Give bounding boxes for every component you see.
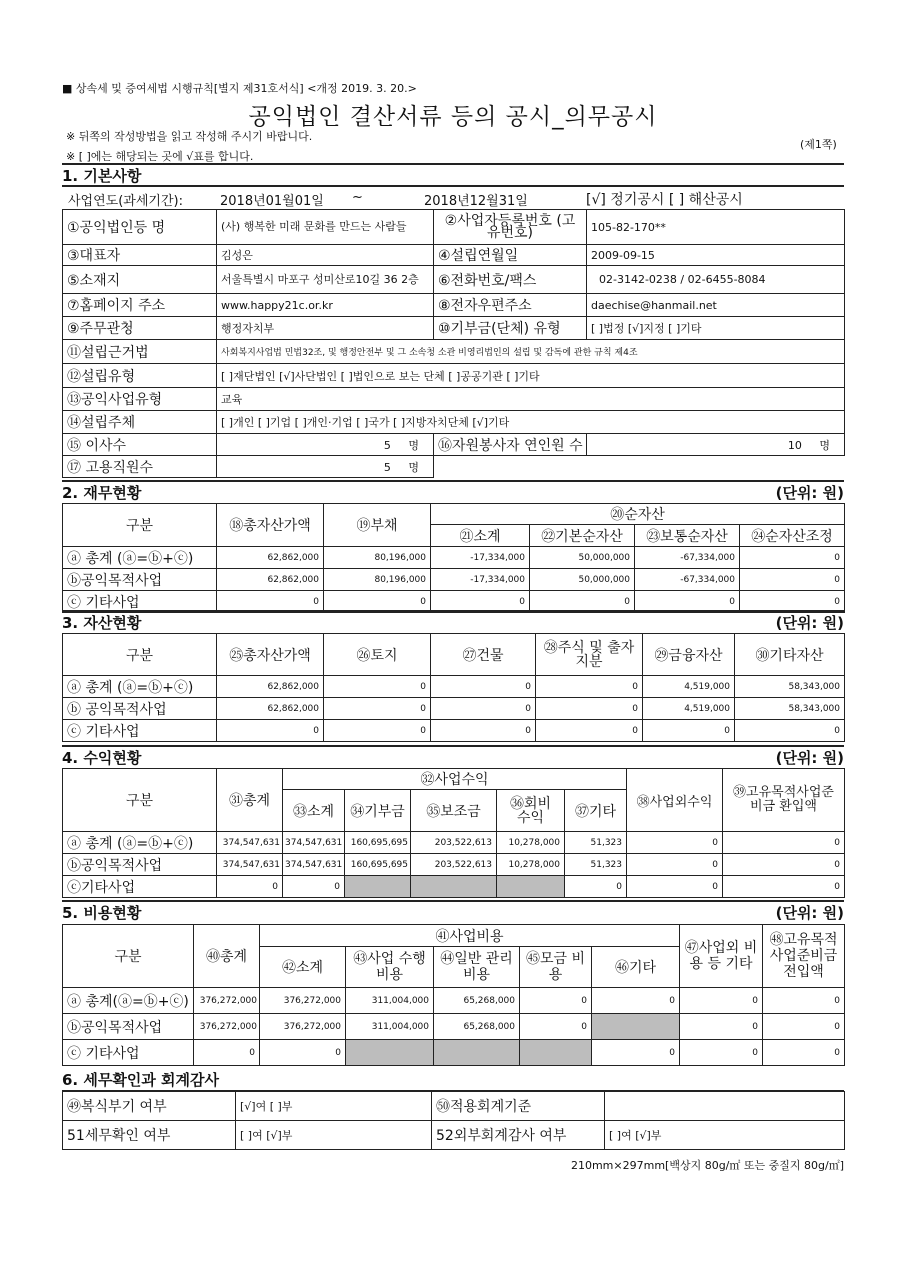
section-4-unit: (단위: 원) (775, 749, 844, 767)
expense-table (62, 924, 845, 1066)
sec2-h-adjust: ㉔순자산조정 (740, 525, 845, 547)
tax-check-checkbox[interactable]: [ ]여 [√]부 (236, 1121, 432, 1150)
sec5-h-other: ㊻기타 (592, 947, 680, 988)
volunteers-unit: 명 (819, 438, 830, 452)
row-label: ⓐ 총계 (ⓐ=ⓑ+ⓒ) (63, 676, 217, 698)
cell: 160,695,695 (345, 854, 411, 876)
shaded-cell (434, 1040, 520, 1066)
row-label: ⓐ 총계 (ⓐ=ⓑ+ⓒ) (63, 547, 217, 569)
cell: 4,519,000 (643, 676, 735, 698)
estdate-value: 2009-09-15 (587, 245, 845, 266)
external-audit-label: 52외부회계감사 여부 (432, 1121, 605, 1150)
sec4-h-other: ㊲기타 (565, 790, 627, 832)
cell: 0 (643, 720, 735, 742)
sec2-h-liabilities: ⑲부채 (324, 504, 431, 547)
cell: 376,272,000 (194, 1014, 260, 1040)
cell: 0 (723, 876, 845, 898)
cell: 50,000,000 (530, 547, 635, 569)
directors-value: 5 (383, 438, 391, 452)
cell: 0 (520, 1014, 592, 1040)
cell: 0 (324, 720, 431, 742)
sec2-h-net-assets: ⑳순자산 (431, 504, 845, 525)
table-row (63, 876, 845, 898)
donation-type-checkbox[interactable]: [ ]법정 [√]지정 [ ]기타 (587, 317, 845, 340)
cell: 0 (680, 988, 763, 1014)
ministry-value: 행정자치부 (217, 317, 434, 340)
cell: 0 (431, 698, 536, 720)
cell: 311,004,000 (346, 988, 434, 1014)
revenue-table (62, 768, 845, 898)
table-row (63, 676, 845, 698)
cell: 0 (260, 1040, 346, 1066)
table-row (63, 698, 845, 720)
directors-label: ⑮ 이사수 (63, 434, 217, 456)
sec3-h-gubun: 구분 (63, 634, 217, 676)
est-type-checkbox[interactable]: [ ]재단법인 [√]사단법인 [ ]법인으로 보는 단체 [ ]공공기관 [ ]기타 (217, 364, 845, 388)
sec3-h-land: ㉖토지 (324, 634, 431, 676)
donation-type-label: ⑩기부금(단체) 유형 (434, 317, 587, 340)
cell: 0 (740, 591, 845, 613)
shaded-cell (592, 1014, 680, 1040)
bizno-label: ②사업자등록번호 (고유번호) (434, 210, 587, 245)
cell: 0 (431, 720, 536, 742)
sec3-h-building: ㉗건물 (431, 634, 536, 676)
cell: 376,272,000 (194, 988, 260, 1014)
cell: 374,547,631 (283, 854, 345, 876)
biz-type-value: 교육 (217, 388, 845, 411)
cell: 0 (740, 569, 845, 591)
biz-type-label: ⑬공익사업유형 (63, 388, 217, 411)
sec2-h-subtotal: ㉑소계 (431, 525, 530, 547)
cell: -67,334,000 (635, 547, 740, 569)
address-value: 서울특별시 마포구 성미산로10길 36 2층 (217, 266, 434, 294)
cell: 374,547,631 (217, 854, 283, 876)
cell: 65,268,000 (434, 988, 520, 1014)
sec3-h-other: ㉚기타자산 (735, 634, 845, 676)
cell: 374,547,631 (217, 832, 283, 854)
row-label: ⓒ 기타사업 (63, 720, 217, 742)
sec5-h-total: ㊵총계 (194, 925, 260, 988)
cell: 376,272,000 (260, 1014, 346, 1040)
homepage-label: ⑦홈페이지 주소 (63, 294, 217, 317)
bookkeeping-label: ㊾복식부기 여부 (63, 1092, 236, 1121)
employees-value: 5 (383, 460, 391, 474)
cell: 0 (431, 591, 530, 613)
cell: 0 (723, 854, 845, 876)
cell: 58,343,000 (735, 698, 845, 720)
shaded-cell (497, 876, 565, 898)
row-label: ⓒ 기타사업 (63, 1040, 194, 1066)
cell: 62,862,000 (217, 569, 324, 591)
table-row (63, 1040, 845, 1066)
legal-basis-value: 사회복지사업법 민법32조, 및 행정안전부 및 그 소속청 소관 비영리법인의 설립 및 감독에 관한 규칙 제4조 (217, 340, 845, 364)
cell: 0 (324, 698, 431, 720)
cell: 0 (565, 876, 627, 898)
cell: 10,278,000 (497, 854, 565, 876)
cell: 80,196,000 (324, 547, 431, 569)
cell: 0 (763, 988, 845, 1014)
sec4-h-nonop: ㊳사업외수익 (627, 769, 723, 832)
cell: -67,334,000 (635, 569, 740, 591)
sec4-h-total: ㉛총계 (217, 769, 283, 832)
sec5-h-reserve: ㊽고유목적 사업준비금전입액 (763, 925, 845, 988)
sec5-h-nonbiz: ㊼사업외 비용 등 기타 (680, 925, 763, 988)
fiscal-start: 2018년01월01일 (220, 194, 324, 209)
shaded-cell (411, 876, 497, 898)
cell: 203,522,613 (411, 832, 497, 854)
cell: 62,862,000 (217, 698, 324, 720)
audit-table (62, 1091, 845, 1150)
cell: 0 (536, 698, 643, 720)
section-1-title: 1. 기본사항 (62, 167, 142, 185)
cell: 0 (530, 591, 635, 613)
cell: 376,272,000 (260, 988, 346, 1014)
founder-checkbox[interactable]: [ ]개인 [ ]기업 [ ]개인·기업 [ ]국가 [ ]지방자치단체 [√]기타 (217, 411, 845, 434)
assets-table (62, 633, 845, 742)
cell: 0 (735, 720, 845, 742)
cell: 0 (536, 676, 643, 698)
sec2-h-normal: ㉓보통순자산 (635, 525, 740, 547)
tel-label: ⑥전화번호/팩스 (434, 266, 587, 294)
sec5-h-gubun: 구분 (63, 925, 194, 988)
row-label: ⓑ공익목적사업 (63, 854, 217, 876)
regulation-note: ■ 상속세 및 증여세법 시행규칙[별지 제31호서식] <개정 2019. 3. 20.> (62, 82, 417, 95)
cell: 311,004,000 (346, 1014, 434, 1040)
bookkeeping-checkbox[interactable]: [√]여 [ ]부 (236, 1092, 432, 1121)
volunteers-value: 10 (787, 438, 802, 452)
cell: 0 (635, 591, 740, 613)
legal-basis-label: ⑪설립근거법 (63, 340, 217, 364)
sec4-h-subtotal: ㉝소계 (283, 790, 345, 832)
table-row (63, 988, 845, 1014)
cell: 65,268,000 (434, 1014, 520, 1040)
sec5-h-subtotal: ㊷소계 (260, 947, 346, 988)
cell: 0 (194, 1040, 260, 1066)
row-label: ⓒ 기타사업 (63, 591, 217, 613)
cell: 0 (324, 591, 431, 613)
cell: 0 (723, 832, 845, 854)
rep-value: 김성은 (217, 245, 434, 266)
row-label: ⓑ공익목적사업 (63, 569, 217, 591)
email-label: ⑧전자우편주소 (434, 294, 587, 317)
cell: 0 (627, 876, 723, 898)
cell: 4,519,000 (643, 698, 735, 720)
section-5-unit: (단위: 원) (775, 904, 844, 922)
sec5-h-fundraise: ㊺모금 비용 (520, 947, 592, 988)
cell: 0 (680, 1040, 763, 1066)
instruction-note-1: ※ 뒤쪽의 작성방법을 읽고 작성해 주시기 바랍니다. (66, 130, 313, 143)
email-value: daechise@hanmail.net (587, 294, 845, 317)
cell: 0 (324, 676, 431, 698)
cell: 0 (283, 876, 345, 898)
table-row (63, 832, 845, 854)
page-number: (제1쪽) (800, 138, 837, 151)
cell: 0 (627, 854, 723, 876)
founder-label: ⑭설립주체 (63, 411, 217, 434)
sec4-h-subsidy: ㉟보조금 (411, 790, 497, 832)
cell: 51,323 (565, 832, 627, 854)
sec3-h-stock: ㉘주식 및 출자지분 (536, 634, 643, 676)
row-label: ⓒ기타사업 (63, 876, 217, 898)
employees-label: ⑰ 고용직원수 (63, 456, 217, 478)
corp-name-label: ①공익법인등 명 (63, 210, 217, 245)
tel-value: 02-3142-0238 / 02-6455-8084 (587, 266, 845, 294)
section-2-unit: (단위: 원) (775, 484, 844, 502)
sec3-h-financial: ㉙금융자산 (643, 634, 735, 676)
cell: -17,334,000 (431, 547, 530, 569)
shaded-cell (346, 1040, 434, 1066)
cell: 0 (536, 720, 643, 742)
corp-name-value: (사) 행복한 미래 문화를 만드는 사람들 (217, 210, 434, 245)
fiscal-end: 2018년12월31일 (424, 194, 528, 209)
cell: 160,695,695 (345, 832, 411, 854)
homepage-value: www.happy21c.or.kr (217, 294, 434, 317)
cell: 0 (592, 988, 680, 1014)
ministry-label: ⑨주무관청 (63, 317, 217, 340)
section-3-unit: (단위: 원) (775, 614, 844, 632)
cell: 0 (520, 988, 592, 1014)
section-3-title: 3. 자산현황 (62, 614, 142, 632)
disclosure-type-checkbox[interactable]: [√] 정기공시 [ ] 해산공시 (586, 192, 743, 208)
sec4-h-gubun: 구분 (63, 769, 217, 832)
row-label: ⓐ 총계 (ⓐ=ⓑ+ⓒ) (63, 832, 217, 854)
accounting-standard-label: ㊿적용회계기준 (432, 1092, 605, 1121)
cell: -17,334,000 (431, 569, 530, 591)
cell: 51,323 (565, 854, 627, 876)
shaded-cell (520, 1040, 592, 1066)
fiscal-tilde: ~ (352, 190, 363, 205)
estdate-label: ④설립연월일 (434, 245, 587, 266)
cell: 58,343,000 (735, 676, 845, 698)
cell: 0 (627, 832, 723, 854)
sec2-h-total-assets: ⑱총자산가액 (217, 504, 324, 547)
cell: 0 (217, 591, 324, 613)
address-label: ⑤소재지 (63, 266, 217, 294)
sec5-h-biz-cost: ㊶사업비용 (260, 925, 680, 947)
table-row (63, 1014, 845, 1040)
cell: 0 (431, 676, 536, 698)
section-6-title: 6. 세무확인과 회계감사 (62, 1071, 219, 1089)
sec4-h-reserve: ㊴고유목적사업준비금 환입액 (723, 769, 845, 832)
sec4-h-biz-revenue: ㉜사업수익 (283, 769, 627, 790)
sec5-h-general: ㊹일반 관리비용 (434, 947, 520, 988)
sec5-h-exec: ㊸사업 수행비용 (346, 947, 434, 988)
accounting-standard-value (605, 1092, 845, 1121)
table-row (63, 720, 845, 742)
basic-info-table (62, 209, 845, 478)
table-row (63, 569, 845, 591)
section-2-title: 2. 재무현황 (62, 484, 142, 502)
volunteers-label: ⑯자원봉사자 연인원 수 (434, 434, 587, 456)
sec3-h-total: ㉕총자산가액 (217, 634, 324, 676)
financial-table (62, 503, 845, 613)
bizno-value: 105-82-170** (587, 210, 845, 245)
instruction-note-2: ※ [ ]에는 해당되는 곳에 √표를 합니다. (66, 150, 254, 163)
directors-unit: 명 (408, 438, 419, 452)
cell: 0 (217, 876, 283, 898)
form-title: 공익법인 결산서류 등의 공시_의무공시 (248, 104, 658, 130)
cell: 0 (763, 1014, 845, 1040)
sec4-h-fee: ㊱회비 수익 (497, 790, 565, 832)
paper-spec-footer: 210mm×297mm[백상지 80g/㎡ 또는 중질지 80g/㎡] (570, 1159, 844, 1172)
cell: 0 (740, 547, 845, 569)
cell: 80,196,000 (324, 569, 431, 591)
tax-check-label: 51세무확인 여부 (63, 1121, 236, 1150)
row-label: ⓑ공익목적사업 (63, 1014, 194, 1040)
cell: 0 (763, 1040, 845, 1066)
shaded-cell (345, 876, 411, 898)
cell: 10,278,000 (497, 832, 565, 854)
cell: 62,862,000 (217, 676, 324, 698)
employees-unit: 명 (408, 460, 419, 474)
sec4-h-donation: ㉞기부금 (345, 790, 411, 832)
cell: 374,547,631 (283, 832, 345, 854)
cell: 0 (217, 720, 324, 742)
cell: 62,862,000 (217, 547, 324, 569)
cell: 0 (680, 1014, 763, 1040)
sec2-h-basic: ㉒기본순자산 (530, 525, 635, 547)
sec2-h-gubun: 구분 (63, 504, 217, 547)
cell: 50,000,000 (530, 569, 635, 591)
section-5-title: 5. 비용현황 (62, 904, 142, 922)
cell: 203,522,613 (411, 854, 497, 876)
row-label: ⓑ 공익목적사업 (63, 698, 217, 720)
external-audit-checkbox[interactable]: [ ]여 [√]부 (605, 1121, 845, 1150)
table-row (63, 547, 845, 569)
rep-label: ③대표자 (63, 245, 217, 266)
row-label: ⓐ 총계(ⓐ=ⓑ+ⓒ) (63, 988, 194, 1014)
est-type-label: ⑫설립유형 (63, 364, 217, 388)
section-4-title: 4. 수익현황 (62, 749, 142, 767)
table-row (63, 854, 845, 876)
fiscal-year-label: 사업연도(과세기간): (68, 194, 183, 209)
cell: 0 (592, 1040, 680, 1066)
